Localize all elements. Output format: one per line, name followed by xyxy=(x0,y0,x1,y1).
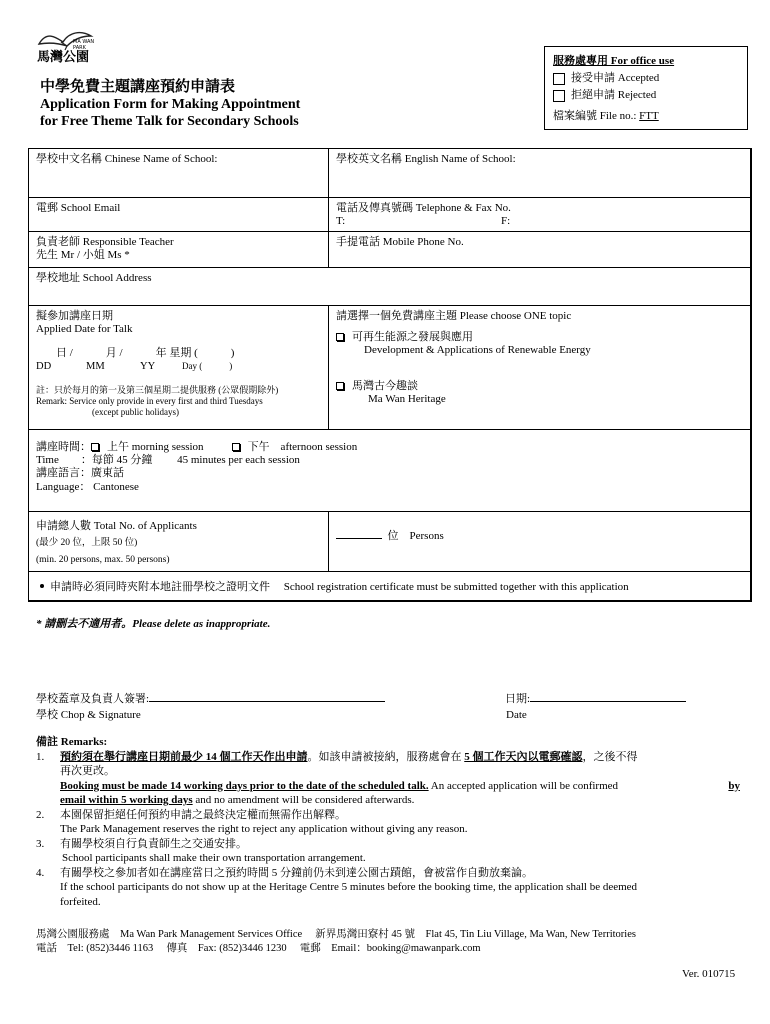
chop-signature-label-zh: 學校蓋章及負責人簽署: xyxy=(36,693,150,705)
date-note-en: Remark: Service only provide in every first and third Tuesdays xyxy=(36,395,263,406)
signature-line[interactable] xyxy=(149,701,385,702)
school-name-en-field[interactable]: 學校英文名稱 English Name of School: xyxy=(336,153,516,165)
chop-signature-label-en: 學校 Chop & Signature xyxy=(36,709,141,721)
accepted-checkbox[interactable] xyxy=(553,73,565,85)
rejected-checkbox[interactable] xyxy=(553,90,565,102)
remark1-zh-b: 。如該申請被接納，服務處會在 xyxy=(307,750,465,763)
footer-phone-email: 電話 Tel: (852)3446 1163 傳真 Fax: (852)3446 1230 電郵 Email：booking@mawanpark.com xyxy=(36,943,481,954)
remarks-heading: 備註 Remarks: xyxy=(36,736,108,748)
applicants-count-field[interactable] xyxy=(329,512,750,571)
date-line[interactable] xyxy=(530,701,686,702)
topic1-en: Development & Applications of Renewable Energy xyxy=(364,344,591,357)
dd-label: DD xyxy=(36,360,52,372)
topic1-zh: 可再生能源之發展與應用 xyxy=(352,331,473,344)
remark1-en-e: and no amendment will be considered afterwards. xyxy=(192,794,415,806)
footer-address: 馬灣公園服務處 Ma Wan Park Management Services Office 新界馬灣田寮村 45 號 Flat 45, Tin Liu Village, Ma Wan, New Territories xyxy=(36,929,636,940)
tel-fax-label: 電話及傳真號碼 Telephone & Fax No. xyxy=(336,202,511,214)
language-en: Language： Cantonese xyxy=(36,480,139,493)
date-block xyxy=(505,693,686,706)
remark4-en: If the school participants do not show up at the Heritage Centre 5 minutes before the booking time, the application shall be deemed xyxy=(60,881,638,893)
topic2-zh: 馬灣古今趣談 xyxy=(352,379,418,392)
signature-block xyxy=(36,693,385,706)
remark1-zh-a: 預約須在舉行講座日期前最少 14 個工作天作出申請 xyxy=(60,750,308,763)
morning-session-label: 上午 morning session xyxy=(107,441,204,453)
morning-session-checkbox[interactable] xyxy=(91,443,99,451)
applied-date-zh: 擬參加講座日期 xyxy=(36,310,113,322)
remark1-en-b: An accepted application will be confirmed xyxy=(428,779,619,792)
applied-date-field[interactable] xyxy=(29,306,329,429)
mm-label: MM xyxy=(86,360,105,372)
applicants-label: 申請總人數 Total No. of Applicants xyxy=(36,520,197,532)
applicants-limit-zh: (最少 20 位，上限 50 位) xyxy=(36,538,138,549)
remark1-en-d: email within 5 working days xyxy=(60,794,193,806)
remarks-section xyxy=(36,735,740,909)
form-title-zh: 中學免費主題講座預約申請表 xyxy=(40,79,236,95)
remark3-en: School participants shall make their own transportation arrangement. xyxy=(62,852,366,864)
bullet-icon xyxy=(40,584,44,588)
session-section xyxy=(29,430,750,511)
teacher-label: 負責老師 Responsible Teacher xyxy=(36,236,174,248)
form-title-en xyxy=(40,96,300,130)
form-title-en-line1: Application Form for Making Appointment xyxy=(40,97,301,112)
remark1-zh-c: 5 個工作天內以電郵確認 xyxy=(464,750,583,763)
afternoon-session-label: 下午 afternoon session xyxy=(247,441,358,453)
form-title-en-line2: for Free Theme Talk for Secondary Schools xyxy=(40,114,299,129)
remark1-number: 1. xyxy=(36,750,45,763)
time-value: 每節 45 分鐘 45 minutes per each session xyxy=(91,454,300,467)
certificate-note-en: School registration certificate must be submitted together with this application xyxy=(283,581,629,593)
logo-name-zh: 馬灣公園 xyxy=(37,50,90,65)
remark4-number: 4. xyxy=(36,866,45,879)
application-form-table xyxy=(28,148,752,602)
remark4-en2: forfeited. xyxy=(60,895,101,908)
footer-contact xyxy=(36,928,636,956)
remark4-zh: 有關學校之參加者如在講座當日之預約時間 5 分鐘前仍未到達公園古蹟館，會被當作自動放棄論。 xyxy=(60,866,533,879)
applicants-section xyxy=(29,512,329,571)
day-label: Day ( ) xyxy=(182,360,233,371)
topic2-checkbox[interactable] xyxy=(336,382,344,390)
date-label-en: Date xyxy=(506,709,527,721)
version-label: Ver. 010715 xyxy=(682,968,736,980)
office-use-heading: 服務處專用 For office use xyxy=(553,54,675,67)
afternoon-session-checkbox[interactable] xyxy=(232,443,240,451)
remark2-en: The Park Management reserves the right to reject any application without giving any reason. xyxy=(60,823,468,835)
persons-label: 位 Persons xyxy=(387,530,444,542)
remark2-zh: 本園保留拒絕任何預約申請之最終決定權而無需作出解釋。 xyxy=(60,808,346,821)
applicants-limit-en: (min. 20 persons, max. 50 persons) xyxy=(36,554,170,565)
responsible-teacher-field[interactable] xyxy=(29,232,329,267)
language-zh: 講座語言：廣東話 xyxy=(36,467,124,480)
office-use-box xyxy=(544,46,748,130)
applicants-count-input[interactable] xyxy=(336,538,382,539)
yy-label: YY xyxy=(140,360,156,372)
topic1-checkbox[interactable] xyxy=(336,333,344,341)
time-label: Time ： xyxy=(36,454,92,467)
date-note-zh: 註：只於每月的第一及第三個星期二提供服務 (公眾假期除外) xyxy=(36,385,279,396)
topic-heading: 請選擇一個免費講座主題 Please choose ONE topic xyxy=(336,310,572,322)
school-address-field[interactable]: 學校地址 School Address xyxy=(36,272,152,284)
school-email-field[interactable]: 電郵 School Email xyxy=(29,198,329,231)
fax-label: F: xyxy=(501,215,511,228)
topic-selection xyxy=(329,306,750,429)
applied-date-en: Applied Date for Talk xyxy=(36,323,133,336)
teacher-title-label: 先生 Mr / 小姐 Ms * xyxy=(36,249,130,262)
tel-fax-field[interactable] xyxy=(329,198,750,231)
file-no-label: 檔案編號 File no.: xyxy=(553,109,637,122)
remark3-number: 3. xyxy=(36,837,45,850)
date-note-en2: (except public holidays) xyxy=(92,406,179,417)
delete-inappropriate-note: * 請刪去不適用者。Please delete as inappropriate. xyxy=(36,618,271,630)
date-label-zh: 日期: xyxy=(505,693,531,705)
rejected-label: 拒絕申請 Rejected xyxy=(571,88,657,101)
remark3-zh: 有關學校須自行負責師生之交通安排。 xyxy=(60,837,247,850)
logo-name-en: MA WAN PARK xyxy=(73,39,95,51)
ma-wan-park-logo xyxy=(33,24,103,74)
date-input-line[interactable]: 日 / 月 / 年 星期 ( ) xyxy=(56,347,235,360)
tel-label: T: xyxy=(336,215,346,228)
remark1-zh-e: 再次更改。 xyxy=(60,765,115,777)
certificate-note-zh: 申請時必須同時夾附本地註冊學校之證明文件 xyxy=(50,581,270,593)
session-label: 講座時間： xyxy=(36,441,91,453)
remark1-en-c: by xyxy=(728,779,740,792)
accepted-label: 接受申請 Accepted xyxy=(571,71,660,84)
remark1-en-a: Booking must be made 14 working days prior to the date of the scheduled talk. xyxy=(60,779,429,792)
certificate-note xyxy=(29,572,750,600)
remark2-number: 2. xyxy=(36,808,45,821)
file-no-value[interactable]: FTT xyxy=(639,109,659,122)
remark1-zh-d: ，之後不得 xyxy=(582,750,638,763)
school-name-zh-field[interactable]: 學校中文名稱 Chinese Name of School: xyxy=(29,149,329,197)
topic2-en: Ma Wan Heritage xyxy=(368,392,446,405)
mobile-phone-field[interactable]: 手提電話 Mobile Phone No. xyxy=(336,236,464,248)
